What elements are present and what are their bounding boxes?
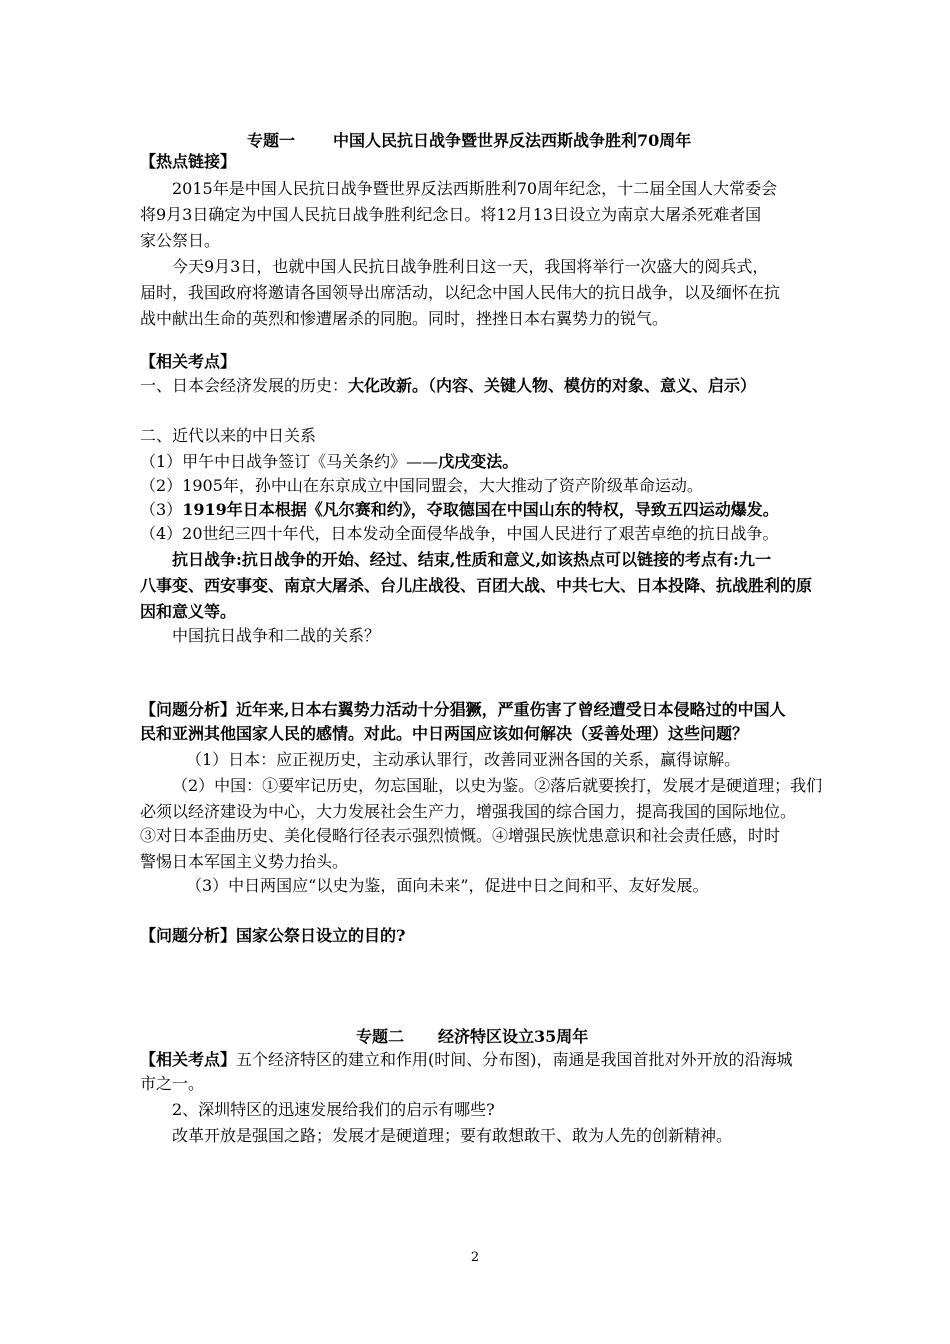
para2-line: 今天9月3日，也就中国人民抗日战争胜利日这一天，我国将举行一次盛大的阅兵式， — [172, 257, 769, 276]
hot-link-heading: 【热点链接】 — [140, 152, 237, 171]
relation-question: 中国抗日战争和二战的关系？ — [172, 626, 381, 645]
answer3: （3）中日两国应“以史为鉴，面向未来”，促进中日之间和平、友好发展。 — [186, 876, 709, 895]
answer1: （1）日本：应正视历史，主动承认罪行，改善同亚洲各国的关系，赢得谅解。 — [186, 750, 741, 769]
analysis1-text: 近年来,日本右翼势力活动十分猖獗，严重伤害了曾经遭受日本侵略过的中国人 — [236, 700, 786, 719]
item1-emphasis: 戊戌变法。 — [438, 452, 519, 471]
answer2-line: ③对日本歪曲历史、美化侵略行径表示强烈愤慨。④增强民族忧患意识和社会责任感，时时 — [140, 826, 781, 845]
analysis1-line: 民和亚洲其他国家人民的感情。对此。中日两国应该如何解决（妥善处理）这些问题？ — [140, 724, 749, 743]
para1-line: 家公祭日。 — [140, 231, 221, 250]
point2-heading: 二、近代以来的中日关系 — [140, 426, 317, 445]
section2-answer: 改革开放是强国之路；发展才是硬道理；要有敢想敢干、敢为人先的创新精神。 — [172, 1126, 733, 1145]
analysis1-line — [140, 698, 786, 722]
section2-point-line — [140, 1048, 793, 1072]
analysis1-heading: 【问题分析】 — [140, 700, 237, 719]
section1-title-text: 中国人民抗日战争暨世界反法西斯战争胜利70周年 — [333, 131, 692, 150]
para2-line: 战中献出生命的英烈和惨遭屠杀的同胞。同时，挫挫日本右翼势力的锐气。 — [140, 309, 669, 328]
item1-prefix: （1）甲午中日战争签订《马关条约》—— — [140, 452, 439, 471]
section2-line2: 市之一。 — [140, 1074, 205, 1093]
answer2-line: 警惕日本军国主义势力抬头。 — [140, 852, 349, 871]
answer2-line: 必须以经济建设为中心，大力发展社会生产力，增强我国的综合国力，提高我国的国际地位。 — [140, 802, 797, 821]
list-item-1 — [140, 450, 518, 474]
section2-question: 2、深圳特区的迅速发展给我们的启示有哪些? — [172, 1100, 495, 1119]
list-item-3 — [140, 498, 779, 522]
section2-title-label: 专题二 — [356, 1027, 405, 1046]
war-note-line: 因和意义等。 — [140, 602, 237, 621]
point1-emphasis: 大化改新。（内容、关键人物、模仿的对象、意义、启示） — [348, 376, 757, 395]
section2-exam-heading: 【相关考点】 — [140, 1050, 237, 1069]
analysis2-heading: 【问题分析】 — [140, 926, 237, 945]
point1-prefix: 一、日本会经济发展的历史： — [140, 376, 349, 395]
analysis2-text: 国家公祭日设立的目的? — [236, 926, 406, 945]
list-item-2: （2）1905年，孙中山在东京成立中国同盟会，大大推动了资产阶级革命运动。 — [140, 476, 703, 495]
section2-title-text: 经济特区设立35周年 — [438, 1027, 589, 1046]
exam-points-heading: 【相关考点】 — [140, 352, 237, 371]
para2-line: 届时，我国政府将邀请各国领导出席活动，以纪念中国人民伟大的抗日战争，以及缅怀在抗 — [140, 283, 781, 302]
para1-line: 2015年是中国人民抗日战争暨世界反法西斯胜利70周年纪念，十二届全国人大常委会 — [172, 179, 778, 198]
item3-emphasis: 1919年日本根据《凡尔赛和约》，夺取德国在中国山东的特权，导致五四运动爆发。 — [182, 500, 779, 519]
section2-line1: 五个经济特区的建立和作用(时间、分布图)，南通是我国首批对外开放的沿海城 — [236, 1050, 793, 1069]
war-note-line: 抗日战争:抗日战争的开始、经过、结束,性质和意义,如该热点可以链接的考点有:九一 — [172, 550, 771, 569]
para1-line: 将9月3日确定为中国人民抗日战争胜利纪念日。将12月13日设立为南京大屠杀死难者国 — [140, 205, 762, 224]
item3-prefix: （3） — [140, 500, 183, 519]
war-note-line: 八事变、西安事变、南京大屠杀、台儿庄战役、百团大战、中共七大、日本投降、抗战胜利的原 — [140, 576, 813, 595]
analysis2-line — [140, 924, 405, 948]
page-number: 2 — [470, 1250, 480, 1265]
point1 — [140, 374, 756, 398]
list-item-4: （4）20世纪三四十年代，日本发动全面侵华战争，中国人民进行了艰苦卓绝的抗日战争。 — [140, 524, 779, 543]
answer2-line: （2）中国：①要牢记历史，勿忘国耻，以史为鉴。②落后就要挨打，发展才是硬道理；我们 — [172, 776, 823, 795]
section1-title-label: 专题一 — [247, 131, 296, 150]
